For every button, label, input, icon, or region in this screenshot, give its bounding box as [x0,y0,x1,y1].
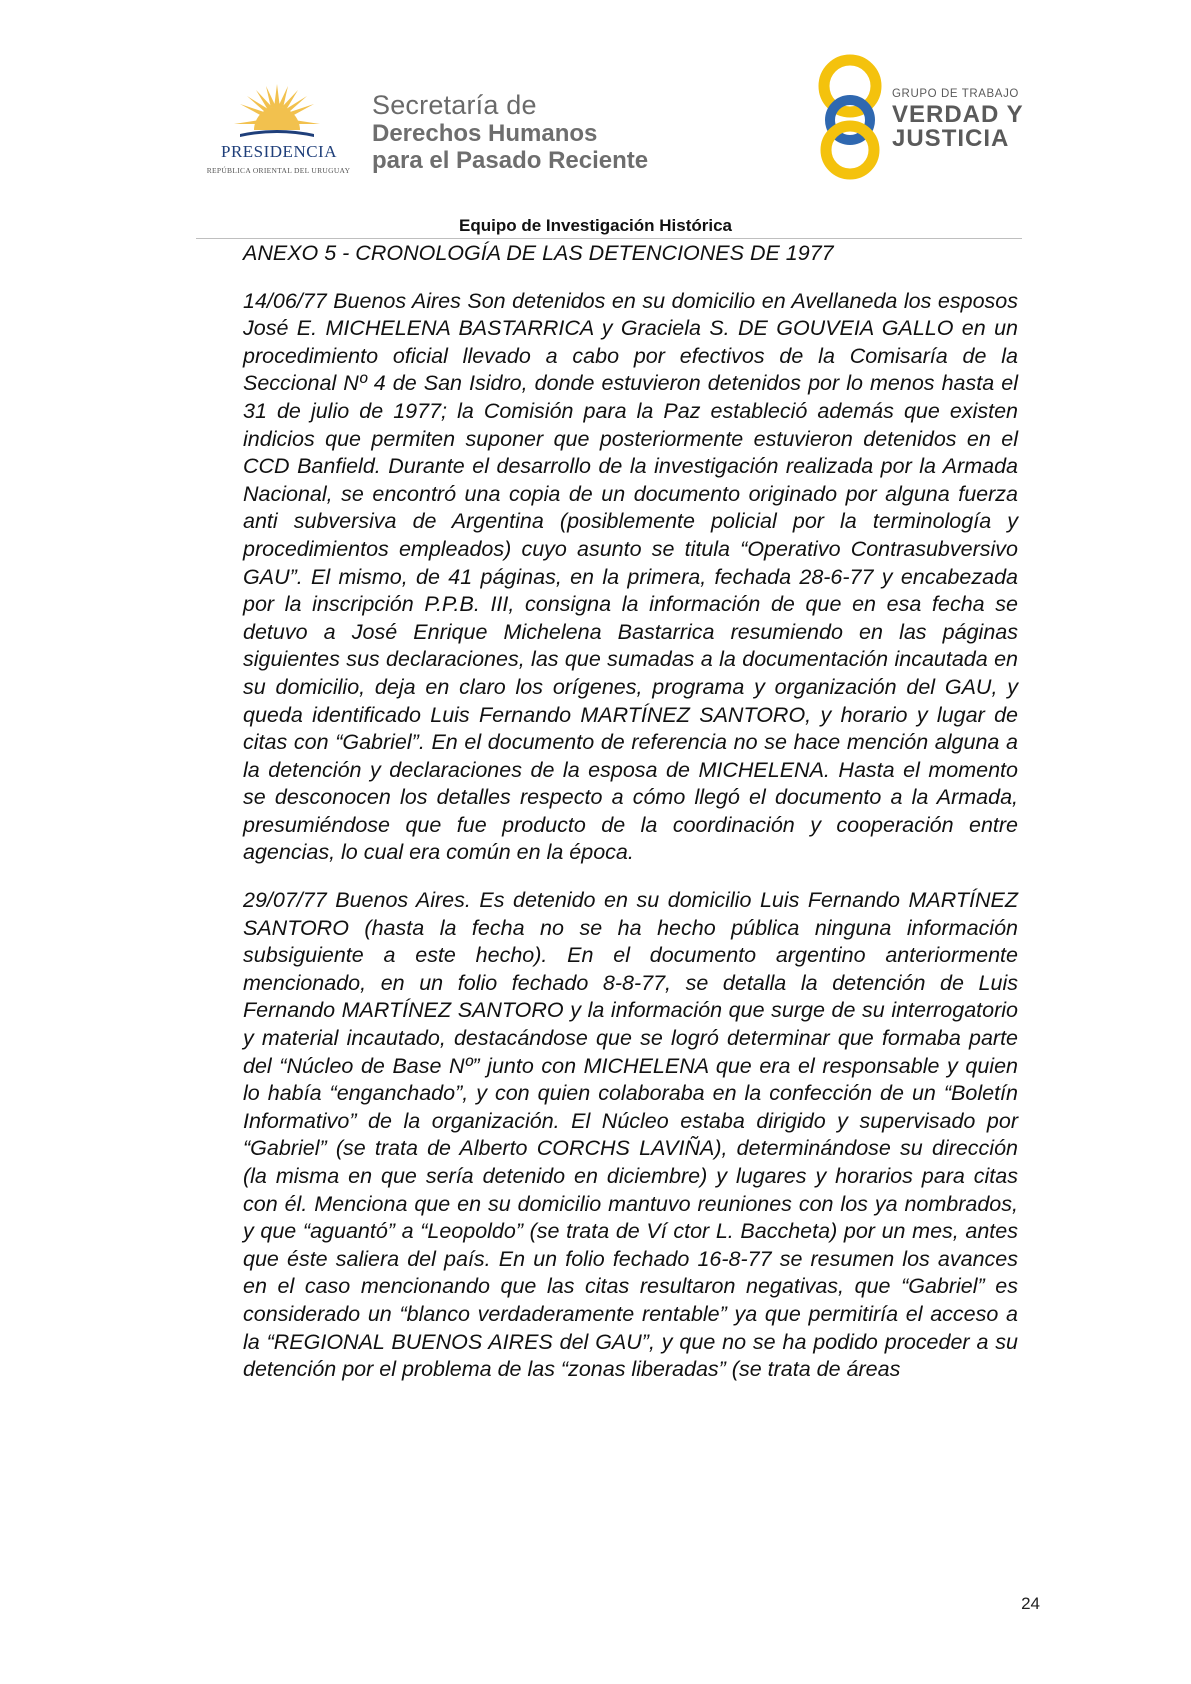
presidencia-title: PRESIDENCIA [220,142,337,161]
secretaria-line3: para el Pasado Reciente [372,147,649,174]
sun-icon [232,82,322,140]
secretaria-line2: Derechos Humanos [372,120,598,147]
presidencia-logo [196,78,356,178]
paragraph-1: 14/06/77 Buenos Aires Son detenidos en su domicilio en Avellaneda los esposos José E. MICHELENA BASTARRICA y Graciela S. DE GOUVEIA GALLO en un procedimiento oficial llevado a cabo por efectivos de la Comisaría de la Seccional Nº 4 de San Isidro, donde estuvieron detenidos por lo menos hasta el 31 de julio de 1977; la Comisión para la Paz estableció además que existen indicios que permiten suponer que posteriormente estuvieron detenidos en el CCD Banfield. Durante el desarrollo de la investigación realizada por la Armada Nacional, se encontró una copia de un documento originado por alguna fuerza anti subversiva de Argentina (posiblemente policial por la terminología y procedimientos empleados) cuyo asunto se titula “Operativo Contrasubversivo GAU”. El mismo, de 41 páginas, en la primera, fechada 28-6-77 y encabezada por la inscripción P.P.B. III, consigna la información de que en esa fecha se detuvo a José Enrique Michelena Bastarrica resumiendo en las páginas siguientes sus declaraciones, las que sumadas a la documentación incautada en su domicilio, deja en claro los orígenes, programa y organización del GAU, y queda identificado Luis Fernando MARTÍNEZ SANTORO, y horario y lugar de citas con “Gabriel”. En el documento de referencia no se hace mención alguna a la detención y declaraciones de la esposa de MICHELENA. Hasta el momento se desconocen los detalles respecto a cómo llegó el documento a la Armada, presumiéndose que fue producto de la coordinación y cooperación entre agencias, lo cual era común en la época. [243,288,1018,865]
document-body [243,240,1018,1404]
secretaria-logo-text [372,90,648,174]
verdad-justicia-logo [812,54,1032,184]
grupo-line1: GRUPO DE TRABAJO [892,88,1019,100]
document-title: ANEXO 5 - CRONOLOGÍA DE LAS DETENCIONES DE 1977 [243,241,834,265]
grupo-line3: JUSTICIA [892,125,1010,152]
presidencia-subtitle: REPÚBLICA ORIENTAL DEL URUGUAY [206,166,351,175]
team-heading: Equipo de Investigación Histórica [459,216,732,235]
secretaria-line1: Secretaría de [372,90,537,120]
rings-logo-icon [812,54,888,180]
header-divider [196,238,1022,239]
paragraph-2: 29/07/77 Buenos Aires. Es detenido en su domicilio Luis Fernando MARTÍNEZ SANTORO (hasta la fecha no se ha hecho pública ninguna información subsiguiente a este hecho). En el documento argentino anteriormente mencionado, en un folio fechado 8-8-77, se detalla la detención de Luis Fernando MARTÍNEZ SANTORO y la información que surge de su interrogatorio y material incautado, destacándose que se logró determinar que formaba parte del “Núcleo de Base Nº” junto con MICHELENA que era el responsable y quien lo había “enganchado”, y con quien colaboraba en la confección de un “Boletín Informativo” de la organización. El Núcleo estaba dirigido y supervisado por “Gabriel” (se trata de Alberto CORCHS LAVIÑA), determinándose su dirección (la misma en que sería detenido en diciembre) y lugares y horarios para citas con él. Menciona que en su domicilio mantuvo reuniones con los ya nombrados, y que “aguantó” a “Leopoldo” (se trata de Ví ctor L. Baccheta) por un mes, antes que éste saliera del país. En un folio fechado 16-8-77 se resumen los avances en el caso mencionando que las citas resultaron negativas, que “Gabriel” es considerado un “blanco verdaderamente rentable” ya que permitiría el acceso a la “REGIONAL BUENOS AIRES del GAU”, y que no se ha podido proceder a su detención por el problema de las “zonas liberadas” (se trata de áreas [243,888,1018,1382]
page-number: 24 [1021,1594,1040,1613]
grupo-line2: VERDAD Y [892,101,1024,128]
